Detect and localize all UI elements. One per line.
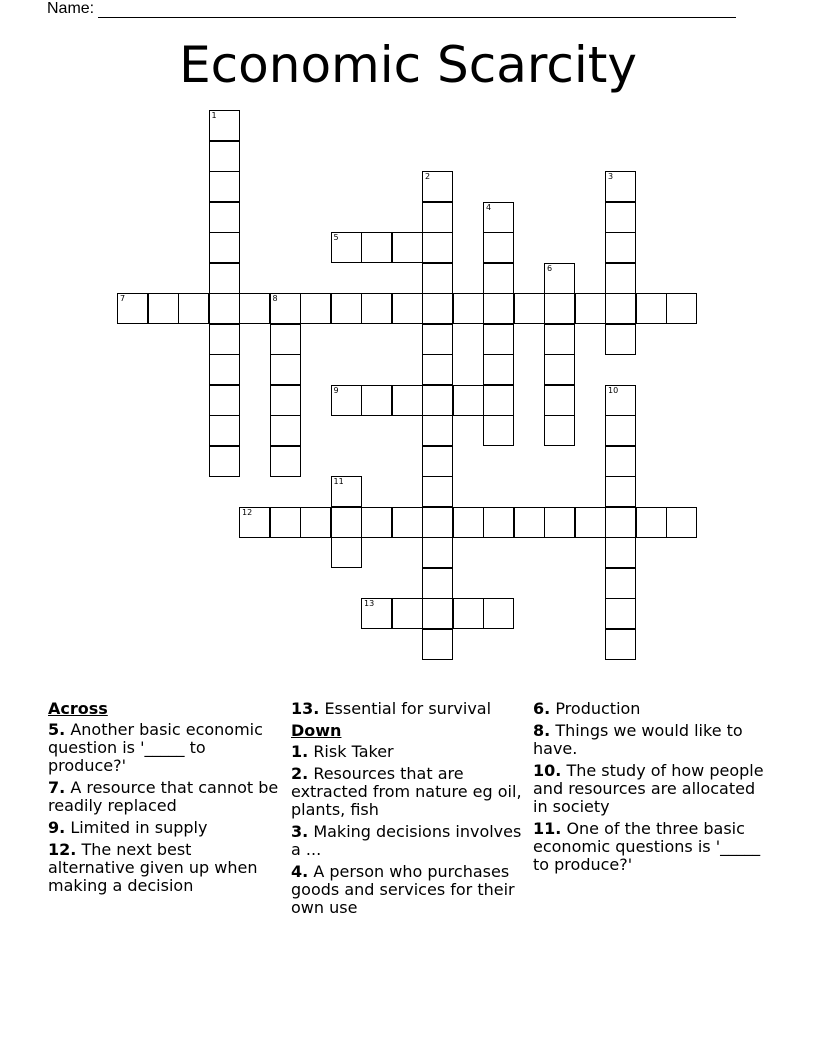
grid-cell-13[interactable] [361,598,392,629]
grid-cell[interactable] [483,263,514,294]
grid-cell[interactable] [666,293,697,324]
clue-column-3 [533,700,765,878]
clue-text: One of the three basic economic questions is '_____ to produce?' [533,819,761,874]
grid-cell[interactable] [605,232,636,263]
grid-cell[interactable] [422,293,453,324]
grid-cell[interactable] [453,385,484,416]
cell-number: 7 [120,294,126,303]
grid-cell[interactable] [361,507,392,538]
grid-cell[interactable] [331,537,362,568]
grid-cell[interactable] [392,507,423,538]
grid-cell[interactable] [209,171,240,202]
grid-cell[interactable] [483,232,514,263]
clue-number: 7. [48,778,66,797]
clue-column-2 [291,700,523,921]
grid-cell[interactable] [605,568,636,599]
cell-number: 3 [608,172,614,181]
grid-cell[interactable] [605,324,636,355]
cell-number: 8 [272,294,278,303]
grid-cell[interactable] [605,537,636,568]
page-title: Economic Scarcity [179,36,637,94]
grid-cell[interactable] [422,324,453,355]
grid-cell[interactable] [209,354,240,385]
cell-number: 2 [425,172,431,181]
grid-cell[interactable] [514,293,545,324]
grid-cell-1[interactable] [209,110,240,141]
grid-cell[interactable] [483,598,514,629]
grid-cell[interactable] [422,537,453,568]
grid-cell-4[interactable] [483,202,514,233]
clue-text: Risk Taker [313,742,394,761]
grid-cell[interactable] [209,232,240,263]
grid-cell[interactable] [575,293,606,324]
grid-cell-9[interactable] [331,385,362,416]
clue-number: 12. [48,840,77,859]
clue-number: 4. [291,862,309,881]
grid-cell[interactable] [270,385,301,416]
grid-cell[interactable] [636,293,667,324]
clue-column-1 [48,700,280,899]
grid-cell[interactable] [422,232,453,263]
down-clue-10 [533,762,765,816]
clue-text: A person who purchases goods and services for their own use [291,862,515,917]
grid-cell[interactable] [422,446,453,477]
grid-cell[interactable] [392,598,423,629]
down-clue-1 [291,743,523,761]
down-clue-6 [533,700,765,718]
grid-cell[interactable] [422,354,453,385]
grid-cell[interactable] [483,507,514,538]
clue-text: A resource that cannot be readily replaced [48,778,279,815]
grid-cell[interactable] [605,202,636,233]
across-clue-12 [48,841,280,895]
grid-cell[interactable] [361,385,392,416]
cell-number: 13 [364,599,375,608]
grid-cell[interactable] [209,324,240,355]
grid-cell[interactable] [209,293,240,324]
grid-cell[interactable] [605,598,636,629]
clue-number: 8. [533,721,551,740]
grid-cell[interactable] [544,415,575,446]
grid-cell[interactable] [483,293,514,324]
grid-cell-6[interactable] [544,263,575,294]
clue-number: 13. [291,699,320,718]
clue-number: 1. [291,742,309,761]
grid-cell[interactable] [300,507,331,538]
grid-cell-2[interactable] [422,171,453,202]
grid-cell[interactable] [605,263,636,294]
grid-cell[interactable] [453,507,484,538]
grid-cell[interactable] [361,232,392,263]
grid-cell[interactable] [544,293,575,324]
clue-text: Things we would like to have. [533,721,743,758]
grid-cell[interactable] [605,446,636,477]
grid-cell[interactable] [331,507,362,538]
clue-text: Production [555,699,641,718]
grid-cell[interactable] [666,507,697,538]
clue-number: 3. [291,822,309,841]
across-clue-13 [291,700,523,718]
grid-cell-5[interactable] [331,232,362,263]
cell-number: 12 [242,507,253,517]
grid-cell[interactable] [300,293,331,324]
grid-cell[interactable] [422,202,453,233]
clue-number: 11. [533,819,562,838]
cell-number: 10 [608,385,619,395]
cell-number: 4 [486,202,492,212]
grid-cell[interactable] [422,415,453,446]
grid-cell[interactable] [422,507,453,538]
grid-cell[interactable] [422,476,453,507]
grid-cell-10[interactable] [605,385,636,416]
name-label: Name: [47,0,95,17]
grid-cell[interactable] [605,415,636,446]
grid-cell[interactable] [544,324,575,355]
across-clue-7 [48,779,280,815]
down-clue-4 [291,863,523,917]
grid-cell[interactable] [392,293,423,324]
grid-cell[interactable] [209,446,240,477]
clue-number: 9. [48,818,66,837]
grid-cell-11[interactable] [331,476,362,507]
grid-cell[interactable] [422,568,453,599]
down-clue-11 [533,820,765,874]
grid-cell[interactable] [605,629,636,660]
grid-cell[interactable] [605,507,636,538]
down-heading: Down [291,721,342,740]
grid-cell[interactable] [575,507,606,538]
grid-cell[interactable] [270,507,301,538]
clue-number: 10. [533,761,562,780]
grid-cell[interactable] [209,141,240,172]
across-clue-9 [48,819,280,837]
grid-cell[interactable] [605,293,636,324]
grid-cell[interactable] [239,293,270,324]
across-heading: Across [48,699,108,718]
grid-cell-7[interactable] [117,293,148,324]
clue-text: Limited in supply [70,818,208,837]
across-clue-5 [48,721,280,775]
grid-cell[interactable] [483,385,514,416]
clue-text: Another basic economic question is '_____ to produce?' [48,720,263,775]
cell-number: 11 [333,477,344,486]
grid-cell[interactable] [483,324,514,355]
grid-cell-3[interactable] [605,171,636,202]
down-clue-8 [533,722,765,758]
clue-text: Essential for survival [324,699,492,718]
grid-cell[interactable] [514,507,545,538]
cell-number: 1 [211,111,217,120]
grid-cell[interactable] [483,415,514,446]
clue-number: 5. [48,720,66,739]
clue-text: Making decisions involves a ... [291,822,522,859]
cell-number: 9 [333,385,339,395]
grid-cell[interactable] [422,598,453,629]
grid-cell[interactable] [270,446,301,477]
grid-cell[interactable] [453,598,484,629]
grid-cell-12[interactable] [239,507,270,538]
grid-cell[interactable] [544,385,575,416]
grid-cell[interactable] [209,263,240,294]
cell-number: 5 [333,233,339,242]
grid-cell[interactable] [209,385,240,416]
grid-cell[interactable] [544,354,575,385]
grid-cell[interactable] [422,629,453,660]
grid-cell[interactable] [361,293,392,324]
clue-number: 2. [291,764,309,783]
grid-cell[interactable] [209,415,240,446]
down-clue-3 [291,823,523,859]
clue-text: The study of how people and resources are allocated in society [533,761,764,816]
clue-text: The next best alternative given up when making a decision [48,840,258,895]
grid-cell[interactable] [392,232,423,263]
grid-cell[interactable] [605,476,636,507]
grid-cell[interactable] [270,415,301,446]
grid-cell[interactable] [270,354,301,385]
grid-cell-8[interactable] [270,293,301,324]
down-clue-2 [291,765,523,819]
grid-cell[interactable] [422,263,453,294]
grid-cell[interactable] [544,507,575,538]
grid-cell[interactable] [422,385,453,416]
grid-cell[interactable] [392,385,423,416]
clue-number: 6. [533,699,551,718]
grid-cell[interactable] [453,293,484,324]
grid-cell[interactable] [636,507,667,538]
grid-cell[interactable] [270,324,301,355]
grid-cell[interactable] [209,202,240,233]
grid-cell[interactable] [483,354,514,385]
cell-number: 6 [547,263,553,273]
clue-text: Resources that are extracted from nature eg oil, plants, fish [291,764,522,819]
grid-cell[interactable] [178,293,209,324]
grid-cell[interactable] [331,293,362,324]
grid-cell[interactable] [148,293,179,324]
